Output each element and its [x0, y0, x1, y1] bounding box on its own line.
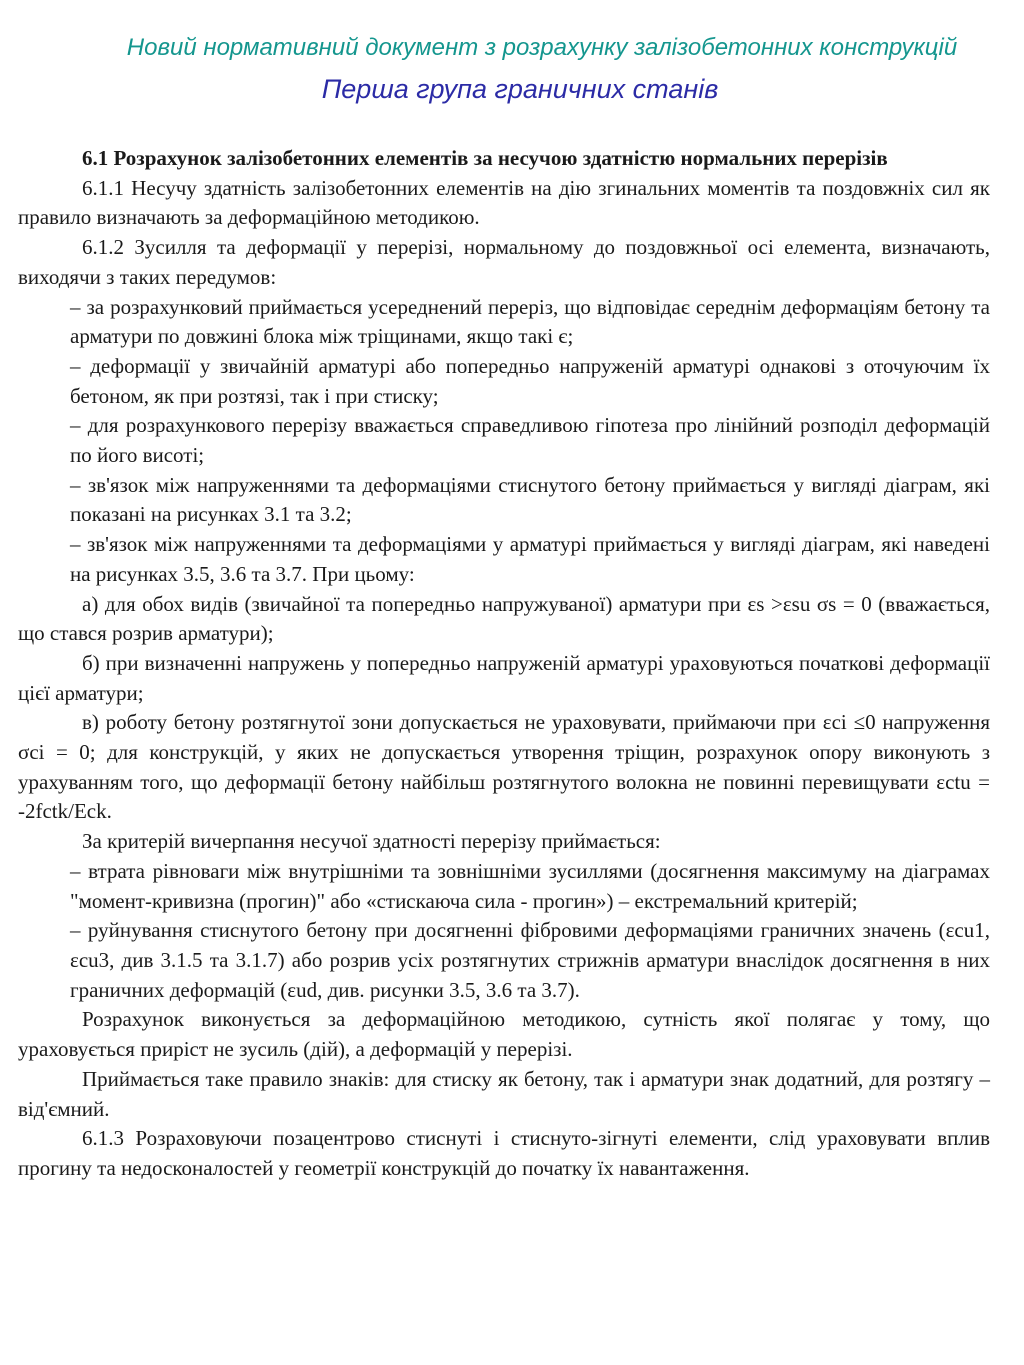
header-title: Новий нормативний документ з розрахунку залізобетонних конструкцій: [126, 34, 958, 61]
header-subtitle: Перша група граничних станів: [321, 74, 719, 104]
paragraph-b: б) при визначенні напружень у попередньо напруженій арматурі ураховуються початкові деформації цієї арматури;: [18, 650, 990, 705]
list-item: – за розрахунковий приймається усереднений переріз, що відповідає середнім деформаціям бетону та арматури по довжині блока між тріщинами, якщо такі є;: [70, 294, 990, 349]
paragraph-method: Розрахунок виконується за деформаційною методикою, сутність якої полягає у тому, що ураховується приріст не зусиль (дій), а деформацій у перерізі.: [18, 1007, 990, 1062]
list-item: – втрата рівноваги між внутрішніми та зовнішніми зусиллями (досягнення максимуму на діаграмах "момент-кривизна (прогин)" або «стискаюча сила - прогин») – екстремальний критерій;: [70, 858, 990, 913]
paragraph-a: а) для обох видів (звичайної та попередньо напружуваної) арматури при εs >εsu σs = 0 (вважається, що стався розрив арматури);: [18, 591, 990, 646]
list-item: – руйнування стиснутого бетону при досягненні фібровими деформаціями граничних значень (εcu1, εcu3, див 3.1.5 та 3.1.7) або розрив усіх розтягнутих стрижнів арматури внаслідок досягнення в них граничних деформацій (εud, див. рисунки 3.5, 3.6 та 3.7).: [70, 918, 990, 1002]
criterion-intro: За критерій вичерпання несучої здатності перерізу приймається:: [82, 829, 661, 854]
paragraph-6-1-2: 6.1.2 Зусилля та деформації у перерізі, нормальному до поздовжньої осі елемента, визначають, виходячи з таких передумов:: [18, 235, 990, 289]
paragraph-signs: Приймається таке правило знаків: для стиску як бетону, так і арматури знак додатний, для розтягу – від'ємний.: [18, 1066, 990, 1121]
document-body: [18, 144, 990, 1184]
list-item: – зв'язок між напруженнями та деформаціями стиснутого бетону приймається у вигляді діаграм, які показані на рисунках 3.1 та 3.2;: [70, 472, 990, 527]
paragraph-6-1-1: 6.1.1 Несучу здатність залізобетонних елементів на дію згинальних моментів та поздовжніх сил як правило визначають за деформаційною методикою.: [18, 175, 990, 230]
list-item: – зв'язок між напруженнями та деформаціями у арматурі приймається у вигляді діаграм, які наведені на рисунках 3.5, 3.6 та 3.7. При цьому:: [70, 532, 990, 586]
section-title: 6.1 Розрахунок залізобетонних елементів за несучою здатністю нормальних перерізів: [82, 146, 888, 170]
list-item: – деформації у звичайній арматурі або попередньо напруженій арматурі однакові з оточуючим їх бетоном, як при розтязі, так і при стиску;: [70, 353, 990, 408]
list-item: – для розрахункового перерізу вважається справедливою гіпотеза про лінійний розподіл деформацій по його висоті;: [70, 413, 990, 468]
paragraph-6-1-3: 6.1.3 Розраховуючи позацентрово стиснуті і стиснуто-зігнуті елементи, слід ураховувати вплив прогину та недосконалостей у геометрії конструкцій до початку їх навантаження.: [18, 1126, 990, 1180]
paragraph-v: в) роботу бетону розтягнутої зони допускається не ураховувати, приймаючи при εci ≤0 напруження σci = 0; для конструкцій, у яких не допускається утворення тріщин, розрахунок опору виконують з урахуванням того, що деформації бетону найбільш розтягнутого волокна не повинні перевищувати εctu = -2fctk/Eck.: [18, 710, 990, 824]
